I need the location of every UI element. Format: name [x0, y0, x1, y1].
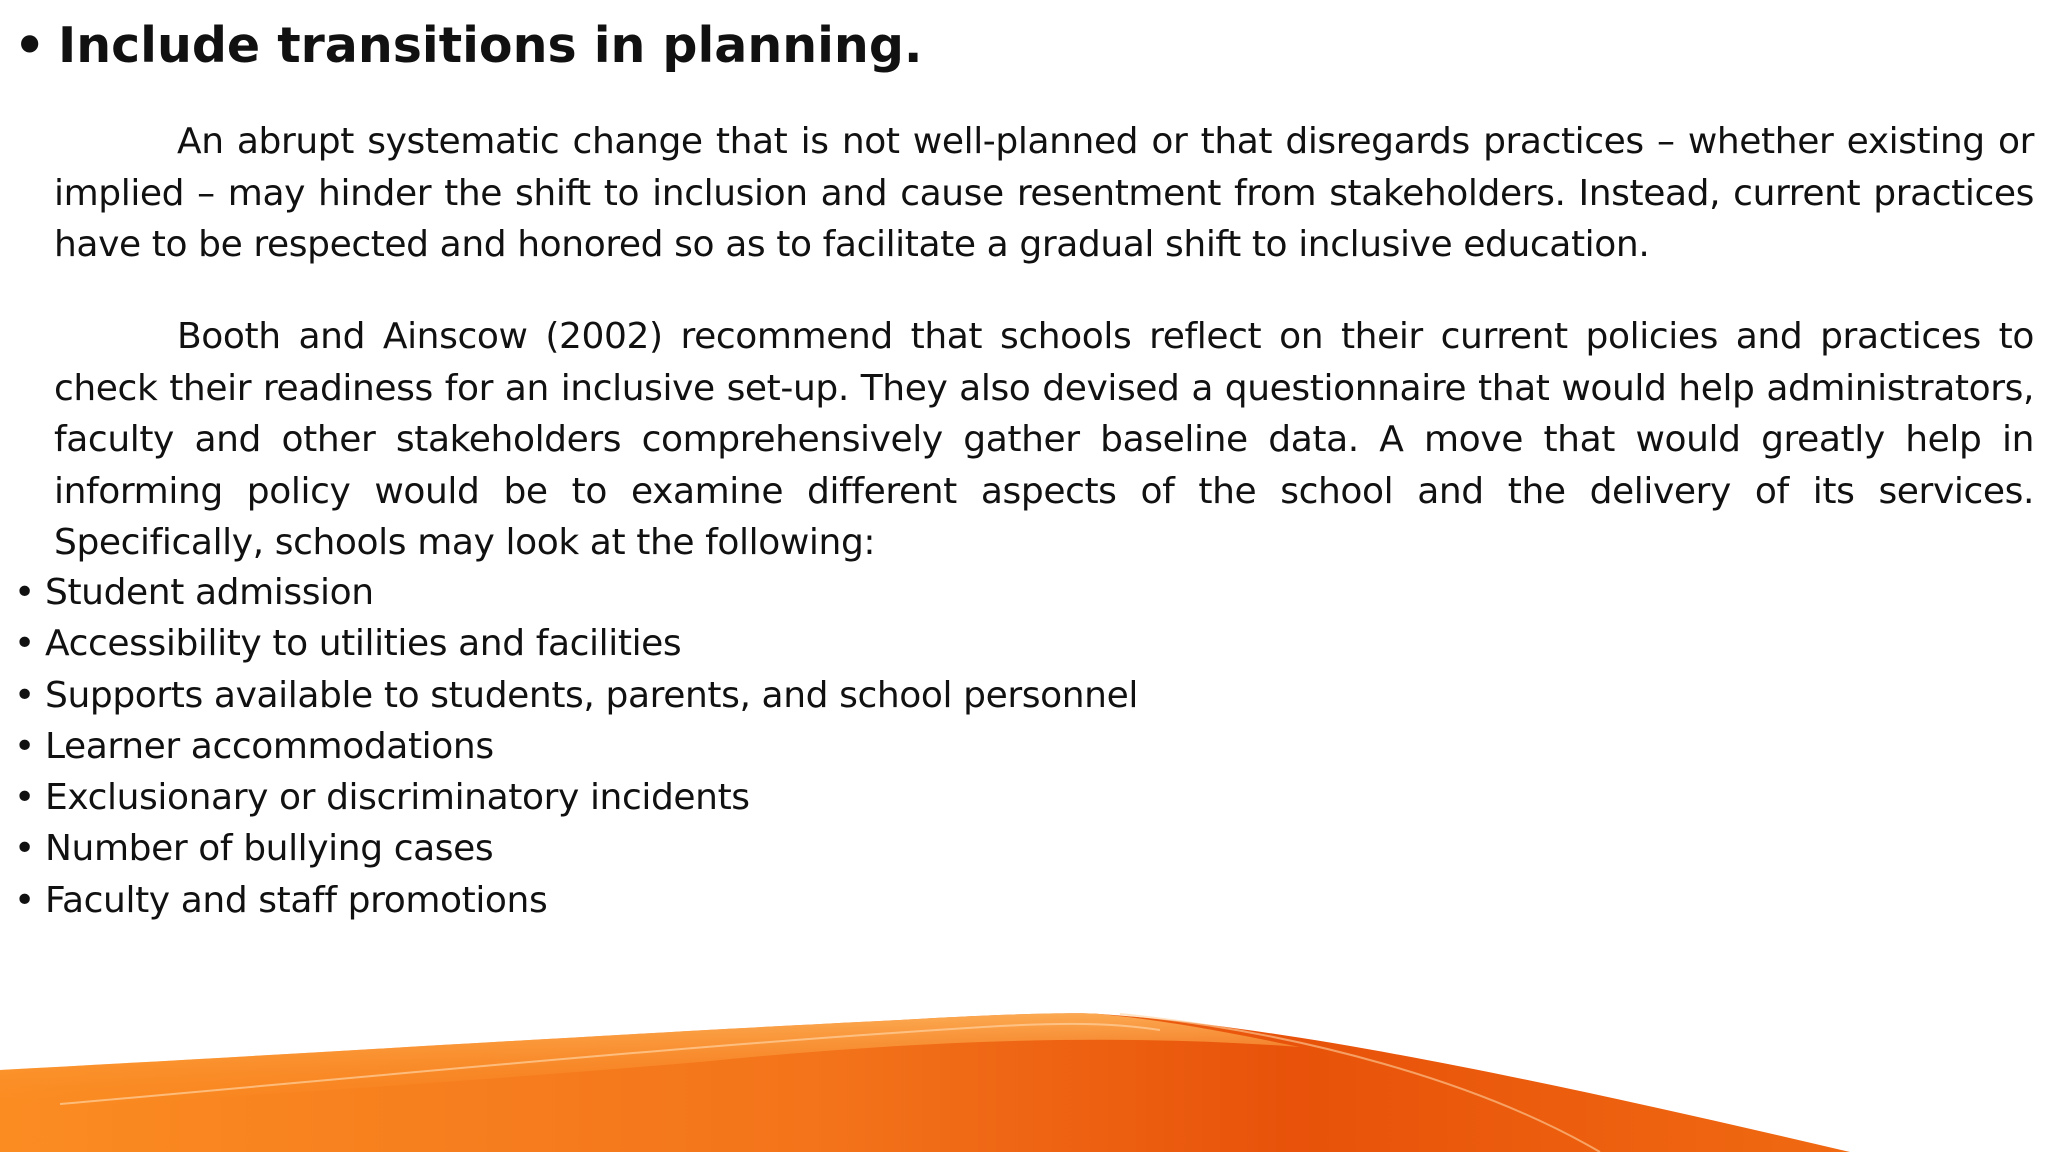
paragraph-booth-ainscow: Booth and Ainscow (2002) recommend that schools reflect on their current policies and practices to check their readiness for an inclusive set-up. They also devised a questionnaire that would help administrators, faculty and other stakeholders comprehensively gather baseline data. A move that would greatly help in informing policy would be to examine different aspects of the school and the delivery of its services. Specifically, schools may look at the following:: [54, 316, 2034, 563]
list-item-text: Faculty and staff promotions: [45, 879, 548, 921]
slide-heading: [14, 14, 923, 78]
list-item: [14, 721, 1138, 772]
bullet-icon: •: [14, 828, 35, 870]
list-item: [14, 875, 1138, 926]
heading-text: Include transitions in planning.: [58, 17, 923, 74]
list-item-text: Number of bullying cases: [45, 828, 494, 870]
list-item-text: Exclusionary or discriminatory incidents: [45, 777, 750, 819]
heading-bullet-icon: •: [14, 17, 46, 74]
bullet-icon: •: [14, 623, 35, 665]
list-item: [14, 772, 1138, 823]
paragraph-intro: An abrupt systematic change that is not well-planned or that disregards practices – whether existing or implied – may hinder the shift to inclusion and cause resentment from stakeholders. Instead, current practices have to be respected and honored so as to facilitate a gradual shift to inclusive education.: [54, 121, 2034, 265]
list-item-text: Learner accommodations: [45, 725, 494, 767]
bullet-icon: •: [14, 572, 35, 613]
bullet-icon: •: [14, 674, 35, 716]
list-item: [14, 567, 1138, 618]
orange-wave-decoration: [0, 992, 2048, 1152]
aspects-list: [14, 567, 1138, 926]
list-item-text: Supports available to students, parents, and school personnel: [45, 674, 1138, 716]
list-item-text: Accessibility to utilities and facilities: [45, 623, 682, 665]
list-item: [14, 823, 1138, 874]
list-item: [14, 618, 1138, 669]
bullet-icon: •: [14, 725, 35, 767]
list-item: [14, 670, 1138, 721]
list-item-text: Student admission: [45, 572, 374, 613]
bullet-icon: •: [14, 879, 35, 921]
bullet-icon: •: [14, 777, 35, 819]
